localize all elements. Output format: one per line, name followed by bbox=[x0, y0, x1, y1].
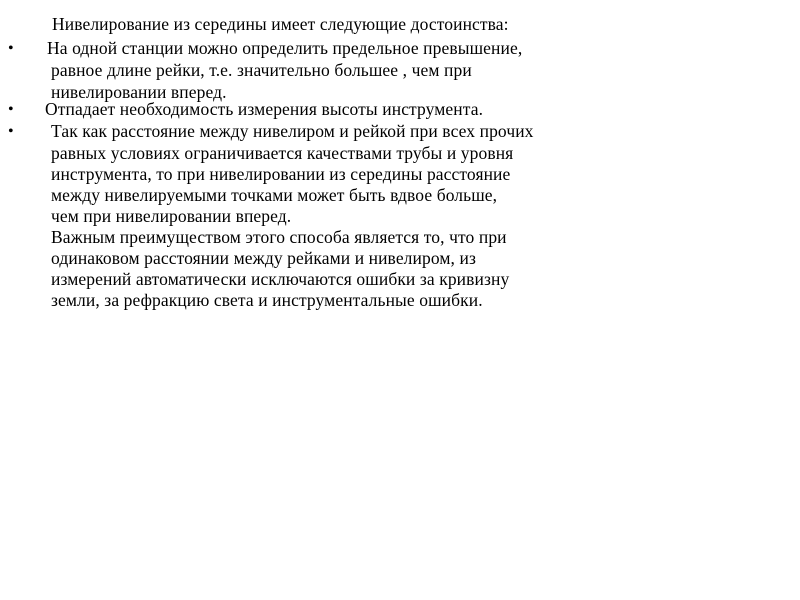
list-item-line: Важным преимуществом этого способа является то, что при bbox=[51, 227, 507, 247]
list-item-line: инструмента, то при нивелировании из середины расстояние bbox=[51, 164, 511, 184]
list-item-line: между нивелируемыми точками может быть вдвое больше, bbox=[51, 185, 498, 205]
list-item-line: чем при нивелировании вперед. bbox=[51, 206, 292, 226]
list-item-line: земли, за рефракцию света и инструментальные ошибки. bbox=[51, 290, 483, 310]
list-item-line: На одной станции можно определить предельное превышение, bbox=[47, 38, 523, 58]
list-item-line: Отпадает необходимость измерения высоты инструмента. bbox=[45, 99, 484, 119]
bullet-icon: • bbox=[8, 123, 14, 140]
bullet-icon: • bbox=[8, 101, 14, 118]
list-item-line: равное длине рейки, т.е. значительно большее , чем при bbox=[51, 60, 472, 80]
list-item-line: одинаковом расстоянии между рейками и нивелиром, из bbox=[51, 248, 476, 268]
bullet-icon: • bbox=[8, 40, 14, 57]
list-item-line: нивелировании вперед. bbox=[51, 82, 227, 102]
list-item-line: Так как расстояние между нивелиром и рейкой при всех прочих bbox=[51, 121, 534, 141]
list-item-line: измерений автоматически исключаются ошибки за кривизну bbox=[51, 269, 510, 289]
list-item-line: равных условиях ограничивается качествами трубы и уровня bbox=[51, 143, 514, 163]
slide-heading: Нивелирование из середины имеет следующие достоинства: bbox=[52, 14, 509, 34]
